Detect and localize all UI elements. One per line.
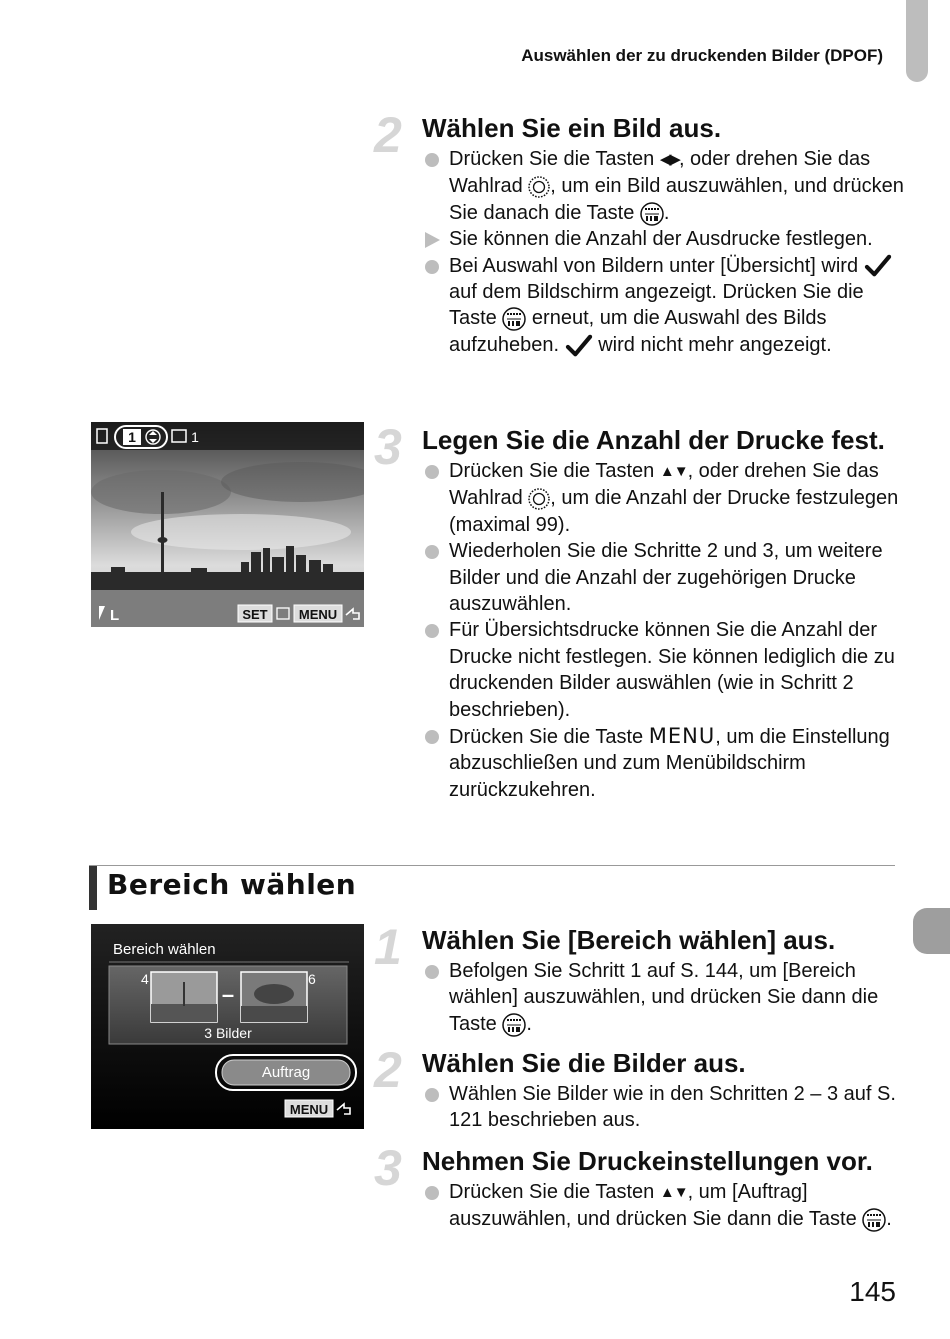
range-end-number: 6 — [308, 971, 316, 987]
left-right-arrows-icon: ◀▶ — [659, 151, 679, 168]
step-title: Wählen Sie die Bilder aus. — [422, 1048, 746, 1078]
menu-button-label: MENU — [648, 724, 716, 749]
bullet-icon — [425, 545, 439, 559]
step-title: Wählen Sie [Bereich wählen] aus. — [422, 925, 836, 955]
func-set-button-icon — [862, 1208, 886, 1232]
step-set-count — [374, 419, 909, 803]
bullet-icon — [425, 1088, 439, 1102]
set-label: SET — [242, 607, 268, 622]
order-button-label: Auftrag — [261, 1064, 311, 1081]
step-title: Nehmen Sie Druckeinstellungen vor. — [422, 1146, 873, 1176]
range-start-number: 4 — [141, 971, 149, 987]
up-down-arrows-icon: ▲▼ — [659, 1184, 688, 1201]
step-number: 2 — [374, 107, 402, 163]
section-bar — [89, 866, 97, 910]
running-header: Auswählen der zu druckenden Bilder (DPOF) — [521, 46, 883, 65]
step-select-image — [374, 107, 909, 358]
menu-label: MENU — [298, 607, 338, 622]
camera-screen-range-select — [91, 924, 364, 1129]
bullet-icon — [425, 730, 439, 744]
step-number: 3 — [374, 419, 402, 475]
screen-title: Bereich wählen — [113, 941, 216, 958]
bullet-item: Für Übersichtsdrucke können Sie die Anzahl der Drucke nicht festlegen. Sie können lediglich die zu druckenden Bilder auswählen (wie in Schritt 2 beschrieben). — [422, 617, 909, 723]
bullet-item: Drücken Sie die Tasten ▲▼, um [Auftrag] auszuwählen, und drücken Sie dann die Taste . — [422, 1179, 909, 1233]
up-down-arrows-icon: ▲▼ — [659, 463, 688, 480]
control-dial-icon — [528, 488, 550, 510]
image-count-label: 3 Bilder — [204, 1025, 252, 1041]
result-arrow-icon — [425, 232, 440, 248]
page-number: 145 — [849, 1276, 896, 1307]
bullet-item: Wählen Sie Bilder wie in den Schritten 2 – 3 auf S. 121 beschrieben aus. — [422, 1081, 909, 1134]
checkmark-icon — [565, 334, 593, 358]
result-item: Sie können die Anzahl der Ausdrucke festlegen. — [422, 226, 909, 252]
step-number: 2 — [374, 1042, 402, 1098]
bullet-item: Bei Auswahl von Bildern unter [Übersicht] wird auf dem Bildschirm angezeigt. Drücken Sie die Taste erneut, um die Auswahl des Bilds aufzuheben. wird nicht mehr angezeigt. — [422, 253, 909, 359]
func-set-button-icon — [502, 307, 526, 331]
section-rule — [89, 865, 895, 866]
section-title: Bereich wählen — [107, 868, 357, 901]
print-count-value: 1 — [128, 429, 136, 445]
step-title: Wählen Sie ein Bild aus. — [422, 113, 722, 143]
step-number: 3 — [374, 1140, 402, 1196]
menu-label: MENU — [289, 1102, 329, 1117]
section-header — [89, 862, 895, 910]
bullet-icon — [425, 153, 439, 167]
bullet-item: Drücken Sie die Tasten ◀▶, oder drehen Sie das Wahlrad , um ein Bild auszuwählen, und drücken Sie danach die Taste . — [422, 146, 909, 226]
step-print-settings — [374, 1140, 909, 1233]
section-tab — [913, 908, 950, 954]
bullet-item: Wiederholen Sie die Schritte 2 und 3, um weitere Bilder und die Anzahl der zugehörigen Drucke auszuwählen. — [422, 538, 909, 617]
camera-screen-print-count — [91, 422, 364, 627]
bullet-item: Drücken Sie die Taste MENU, um die Einstellung abzuschließen und zum Menübildschirm zurückzukehren. — [422, 723, 909, 803]
bullet-icon — [425, 1186, 439, 1200]
chapter-tab — [906, 0, 928, 82]
copies-label: 1 — [191, 429, 199, 445]
range-dash: – — [221, 982, 235, 1007]
bullet-icon — [425, 260, 439, 274]
control-dial-icon — [528, 176, 550, 198]
bullet-icon — [425, 465, 439, 479]
step-number: 1 — [374, 919, 402, 975]
bullet-icon — [425, 965, 439, 979]
bullet-icon — [425, 624, 439, 638]
step-title: Legen Sie die Anzahl der Drucke fest. — [422, 425, 885, 455]
bullet-item: Befolgen Sie Schritt 1 auf S. 144, um [Bereich wählen] auszuwählen, und drücken Sie dann die Taste . — [422, 958, 909, 1037]
bullet-item: Drücken Sie die Tasten ▲▼, oder drehen Sie das Wahlrad , um die Anzahl der Drucke festzulegen (maximal 99). — [422, 458, 909, 538]
checkmark-icon — [864, 254, 892, 278]
quality-label: L — [110, 607, 120, 624]
step-choose-images — [374, 1042, 909, 1134]
step-choose-range — [374, 919, 909, 1037]
func-set-button-icon — [502, 1013, 526, 1037]
func-set-button-icon — [640, 202, 664, 226]
